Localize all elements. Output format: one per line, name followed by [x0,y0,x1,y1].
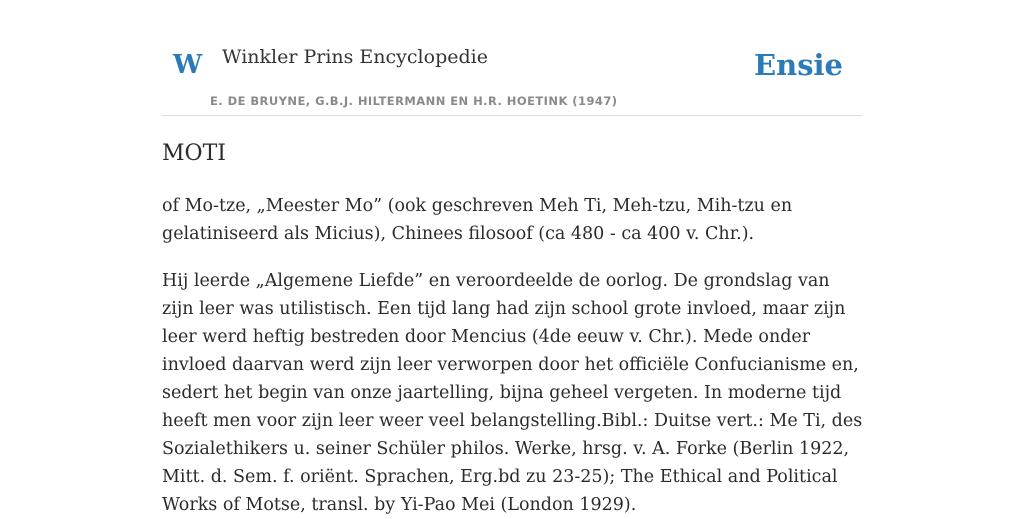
article-paragraph-1: of Mo-tze, „Meester Mo” (ook geschreven Meh Ti, Meh-tzu, Mih-tzu en gelatiniseerd als Micius), Chinees filosoof (ca 480 - ca 400 v. Chr.). [162,196,793,244]
article-title: MOTI [162,141,226,166]
source-header [162,0,862,116]
article-paragraph-2: Hij leerde „Algemene Liefde” en veroordeelde de oorlog. De grondslag van zijn leer was utilistisch. Een tijd lang had zijn school grote invloed, maar zijn leer werd heftig bestreden door Mencius (4de eeuw v. Chr.). Mede onder invloed daarvan werd zijn leer verworpen door het officiële Confucianisme en, sedert het begin van onze jaartelling, bijna geheel vergeten. In moderne tijd heeft men voor zijn leer weer veel belangstelling.Bibl.: Duitse vert.: Me Ti, des Sozialethikers u. seiner Schüler philos. Werke, hrsg. v. A. Forke (Berlin 1922, Mitt. d. Sem. f. oriënt. Sprachen, Erg.bd zu 23-25); The Ethical and Political Works of Motse, transl. by Yi-Pao Mei (London 1929). [162,271,863,515]
source-title[interactable]: Winkler Prins Encyclopedie [222,46,488,68]
winkler-prins-logo[interactable]: W [173,50,203,80]
ensie-logo[interactable]: Ensie [754,48,843,82]
source-authors: E. DE BRUYNE, G.B.J. HILTERMANN EN H.R. HOETINK (1947) [210,94,618,108]
